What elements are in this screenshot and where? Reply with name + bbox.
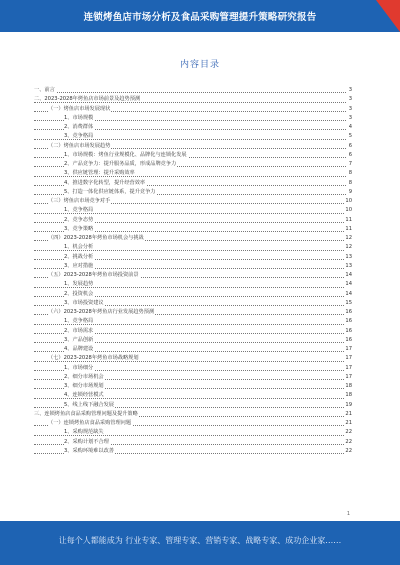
toc-entry[interactable] — [34, 160, 352, 169]
toc-entry-label: 3、市场投资建议 — [64, 299, 104, 306]
toc-entry-label: 4、推进数字化转型，提升经营效率 — [64, 179, 146, 186]
footer-slogan: 让每个人都能成为 行业专家、管理专家、营销专家、战略专家、成功企业家…… — [58, 536, 342, 545]
toc-entry[interactable] — [34, 308, 352, 317]
toc-entry-label: 3、竞争策略 — [64, 225, 94, 232]
toc-entry[interactable] — [34, 188, 352, 197]
toc-entry-page: 15 — [344, 299, 352, 308]
toc-entry-page: 12 — [344, 234, 352, 243]
toc-entry[interactable] — [34, 95, 352, 104]
toc-entry[interactable] — [34, 419, 352, 428]
footer-bar — [0, 521, 400, 565]
toc-entry[interactable] — [34, 299, 352, 308]
toc-entry-label: （一）烤鱼店市场发展现状 — [48, 105, 111, 112]
toc-entry-page: 3 — [348, 105, 352, 114]
toc-entry[interactable] — [34, 197, 352, 206]
toc-entry[interactable] — [34, 151, 352, 160]
toc-entry-label: 4、连锁经营模式 — [64, 392, 104, 399]
toc-entry-page: 16 — [344, 317, 352, 326]
toc-entry[interactable] — [34, 336, 352, 345]
toc-entry-label: 1、市场规模：烤鱼行业规模化、品牌化与连锁化发展 — [64, 151, 187, 158]
toc-entry-label: 1、竞争格局 — [64, 207, 94, 214]
toc-entry-page: 18 — [344, 391, 352, 400]
toc-entry-page: 3 — [348, 95, 352, 104]
toc-entry-label: （二）烤鱼店市场发展趋势 — [48, 142, 111, 149]
toc-entry[interactable] — [34, 428, 352, 437]
toc-entry-label: 2、市场需求 — [64, 327, 94, 334]
toc-entry-label: 3、细分市场规划 — [64, 383, 104, 389]
toc-entry-page: 13 — [344, 262, 352, 271]
toc-entry-page: 17 — [344, 354, 352, 363]
toc-entry-label: 2、采购计划不合理 — [64, 438, 109, 445]
toc-entry-page: 14 — [344, 290, 352, 299]
toc-entry-page: 17 — [344, 373, 352, 382]
toc-entry[interactable] — [34, 290, 352, 299]
report-title: 连锁烤鱼店市场分析及食品采购管理提升策略研究报告 — [83, 12, 317, 23]
toc-entry[interactable] — [34, 179, 352, 188]
toc-entry-page: 16 — [344, 327, 352, 336]
toc-entry-label: 1、机会分析 — [64, 244, 94, 251]
toc-entry-page: 19 — [344, 401, 352, 410]
toc-entry-page: 11 — [344, 216, 352, 225]
toc-entry-page: 14 — [344, 271, 352, 280]
toc-entry[interactable] — [34, 114, 352, 123]
toc-entry-label: 4、品牌建设 — [64, 346, 94, 352]
toc-entry-label: 1、市场细分 — [64, 364, 94, 371]
toc-entry-page: 13 — [344, 253, 352, 262]
toc-entry[interactable] — [34, 225, 352, 234]
table-of-contents — [34, 86, 352, 456]
toc-entry-label: 1、竞争格局 — [64, 318, 94, 325]
toc-entry-page: 22 — [344, 438, 352, 447]
toc-entry[interactable] — [34, 271, 352, 280]
toc-entry-label: 1、发展趋势 — [64, 281, 94, 288]
toc-entry-label: （六）2023-2028年烤鱼店行业发展趋势预测 — [48, 309, 155, 315]
toc-entry[interactable] — [34, 243, 352, 252]
toc-entry-page: 6 — [348, 151, 352, 160]
toc-entry[interactable] — [34, 132, 352, 141]
toc-entry[interactable] — [34, 373, 352, 382]
toc-entry-page: 10 — [344, 197, 352, 206]
toc-entry-label: 2、产品竞争力：提升服务品质，形成品牌竞争力 — [64, 161, 177, 167]
toc-entry-page: 10 — [344, 206, 352, 215]
toc-entry[interactable] — [34, 438, 352, 447]
toc-entry-label: 5、打造一体化供应链体系，提升竞争力 — [64, 188, 156, 195]
toc-entry[interactable] — [34, 354, 352, 363]
toc-entry[interactable] — [34, 447, 352, 456]
toc-entry-page: 22 — [344, 447, 352, 456]
toc-entry[interactable] — [34, 86, 352, 95]
toc-entry-label: 3、采购环境难以改善 — [64, 447, 114, 454]
toc-entry-label: 2、竞争态势 — [64, 216, 94, 223]
toc-entry-page: 17 — [344, 345, 352, 354]
toc-entry-page: 3 — [348, 86, 352, 95]
toc-entry[interactable] — [34, 216, 352, 225]
header-bar — [0, 0, 400, 32]
toc-entry[interactable] — [34, 123, 352, 132]
toc-entry-label: 2、消费群体 — [64, 124, 94, 130]
toc-entry-page: 4 — [348, 123, 352, 132]
toc-entry-page: 12 — [344, 243, 352, 252]
toc-entry-label: 3、竞争格局 — [64, 133, 94, 140]
toc-entry-page: 6 — [348, 142, 352, 151]
toc-entry-label: （四）2023-2028年烤鱼市场机会与挑战 — [48, 235, 144, 241]
toc-entry-page: 5 — [348, 132, 352, 141]
toc-entry-label: 3、供应链管理：提升采购效率 — [64, 170, 135, 177]
toc-entry[interactable] — [34, 253, 352, 262]
toc-entry-page: 11 — [344, 225, 352, 234]
toc-entry-label: （三）烤鱼店市场竞争对手 — [48, 198, 111, 204]
toc-entry[interactable] — [34, 142, 352, 151]
toc-entry[interactable] — [34, 105, 352, 114]
toc-entry-page: 14 — [344, 280, 352, 289]
toc-entry[interactable] — [34, 206, 352, 215]
toc-entry-label: 三、连锁烤鱼店食品采购管理问题及提升策略 — [34, 410, 138, 417]
toc-entry[interactable] — [34, 382, 352, 391]
toc-entry-label: 2、细分市场机会 — [64, 373, 104, 380]
toc-entry-label: 3、产品创新 — [64, 336, 94, 343]
toc-entry-label: 2、挑战分析 — [64, 253, 94, 260]
toc-entry-page: 21 — [344, 419, 352, 428]
toc-entry[interactable] — [34, 364, 352, 373]
toc-entry[interactable] — [34, 317, 352, 326]
toc-entry-label: 二、2023-2028年烤鱼店市场前景及趋势预测 — [34, 96, 141, 103]
toc-entry-page: 16 — [344, 308, 352, 317]
toc-entry-label: 5、线上线下融合发展 — [64, 401, 114, 408]
toc-entry[interactable] — [34, 262, 352, 271]
toc-heading: 内容目录 — [179, 60, 220, 70]
toc-entry-page: 8 — [348, 179, 352, 188]
toc-entry-page: 7 — [348, 160, 352, 169]
toc-entry[interactable] — [34, 169, 352, 178]
toc-entry[interactable] — [34, 327, 352, 336]
toc-entry-page: 9 — [348, 188, 352, 197]
toc-entry-label: （七）2023-2028年烤鱼市场战略规划 — [48, 355, 139, 362]
toc-entry-page: 18 — [344, 382, 352, 391]
page-number: 1 — [346, 511, 350, 517]
toc-entry-label: 3、应对措施 — [64, 262, 94, 269]
toc-entry[interactable] — [34, 280, 352, 289]
toc-entry-page: 17 — [344, 364, 352, 373]
header-corner-accent — [376, 0, 400, 32]
toc-leader-dots — [34, 92, 346, 93]
toc-entry[interactable] — [34, 234, 352, 243]
toc-entry-page: 8 — [348, 169, 352, 178]
toc-entry[interactable] — [34, 401, 352, 410]
toc-entry-label: （五）2023-2028年烤鱼市场投资前景 — [48, 272, 139, 278]
toc-entry[interactable] — [34, 391, 352, 400]
toc-entry[interactable] — [34, 410, 352, 419]
toc-entry-page: 3 — [348, 114, 352, 123]
toc-entry-label: 1、市场规模 — [64, 114, 94, 121]
toc-entry-label: 1、采购规范缺失 — [64, 429, 104, 436]
toc-entry-label: 2、投资机会 — [64, 290, 94, 297]
toc-entry[interactable] — [34, 345, 352, 354]
toc-entry-page: 16 — [344, 336, 352, 345]
toc-entry-label: （一）连锁烤鱼店食品采购管理问题 — [48, 420, 132, 426]
toc-entry-page: 22 — [344, 428, 352, 437]
toc-entry-page: 21 — [344, 410, 352, 419]
toc-entry-label: 一、前言 — [34, 87, 55, 93]
